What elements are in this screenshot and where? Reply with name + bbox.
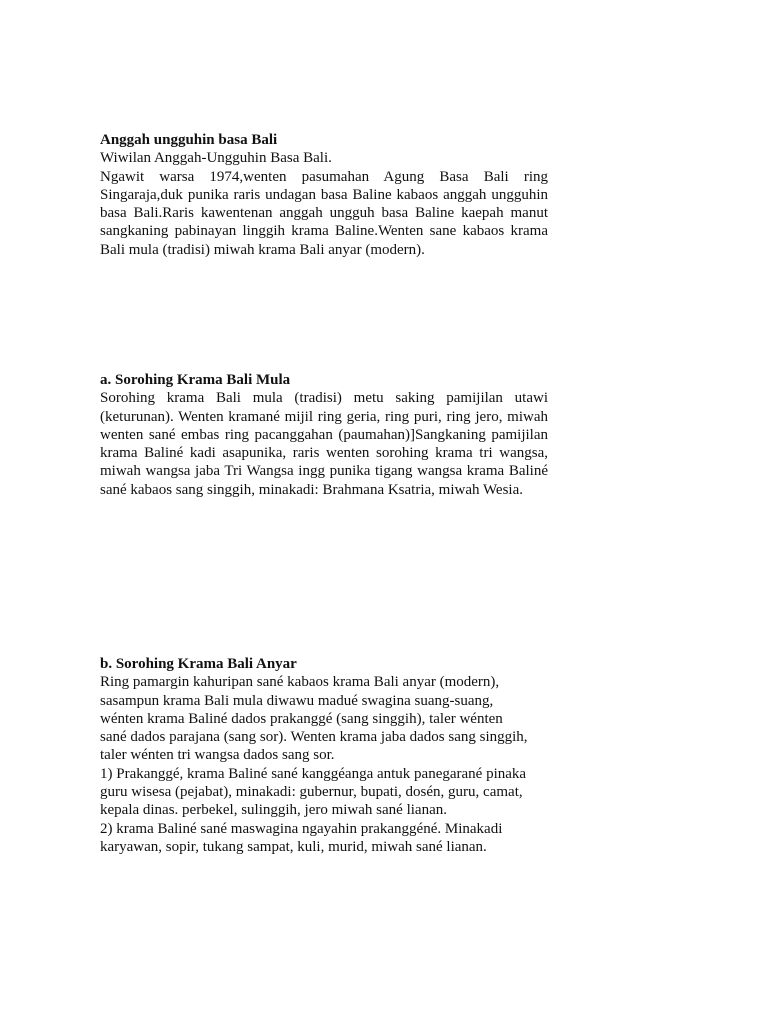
intro-body: Ngawit warsa 1974,wenten pasumahan Agung Basa Bali ring Singaraja,duk punika raris undagan basa Baline kabaos anggah ungguhin basa Bali.Raris kawentenan anggah ungguh basa Baline kaepah manut sangkaning pabinayan linggih krama Baline.Wenten sane kabaos krama Bali mula (tradisi) miwah krama Bali anyar (modern). <box>100 168 548 258</box>
intro-heading: Anggah ungguhin basa Bali <box>100 132 278 148</box>
section-b-line: sasampun krama Bali mula diwawu madué swagina suang-suang, <box>100 692 494 709</box>
section-b-line: karyawan, sopir, tukang sampat, kuli, murid, miwah sané lianan. <box>100 838 487 855</box>
section-b-line: guru wisesa (pejabat), minakadi: gubernur, bupati, dosén, guru, camat, <box>100 784 523 801</box>
section-b <box>100 655 580 856</box>
section-b-line: 2) krama Baliné sané maswagina ngayahin prakanggéné. Minakadi <box>100 820 503 837</box>
section-b-line: taler wénten tri wangsa dados sang sor. <box>100 747 335 764</box>
section-b-heading: b. Sorohing Krama Bali Anyar <box>100 656 297 672</box>
section-b-line: kepala dinas. perbekel, sulinggih, jero miwah sané lianan. <box>100 802 447 819</box>
section-b-line: sané dados parajana (sang sor). Wenten krama jaba dados sang singgih, <box>100 729 528 746</box>
section-b-line: 1) Prakanggé, krama Baliné sané kanggéanga antuk panegarané pinaka <box>100 765 527 782</box>
section-a <box>100 371 548 499</box>
intro-section <box>100 131 548 259</box>
section-b-line: wénten krama Baliné dados prakanggé (sang singgih), taler wénten <box>100 710 503 727</box>
intro-subtitle: Wiwilan Anggah-Ungguhin Basa Bali. <box>100 150 332 167</box>
section-b-line: Ring pamargin kahuripan sané kabaos krama Bali anyar (modern), <box>100 674 500 691</box>
section-a-heading: a. Sorohing Krama Bali Mula <box>100 372 291 388</box>
section-a-body: Sorohing krama Bali mula (tradisi) metu saking pamijilan utawi (keturunan). Wenten kramané mijil ring geria, ring puri, ring jero, miwah wenten sané embas ring pacanggahan (paumahan)]Sangkaning pamijilan krama Baliné kadi asapunika, raris wenten sorohing krama tri wangsa, miwah wangsa jaba Tri Wangsa ingg punika tigang wangsa krama Baliné sané kabaos sang singgih, minakadi: Brahmana Ksatria, miwah Wesia. <box>100 390 548 498</box>
